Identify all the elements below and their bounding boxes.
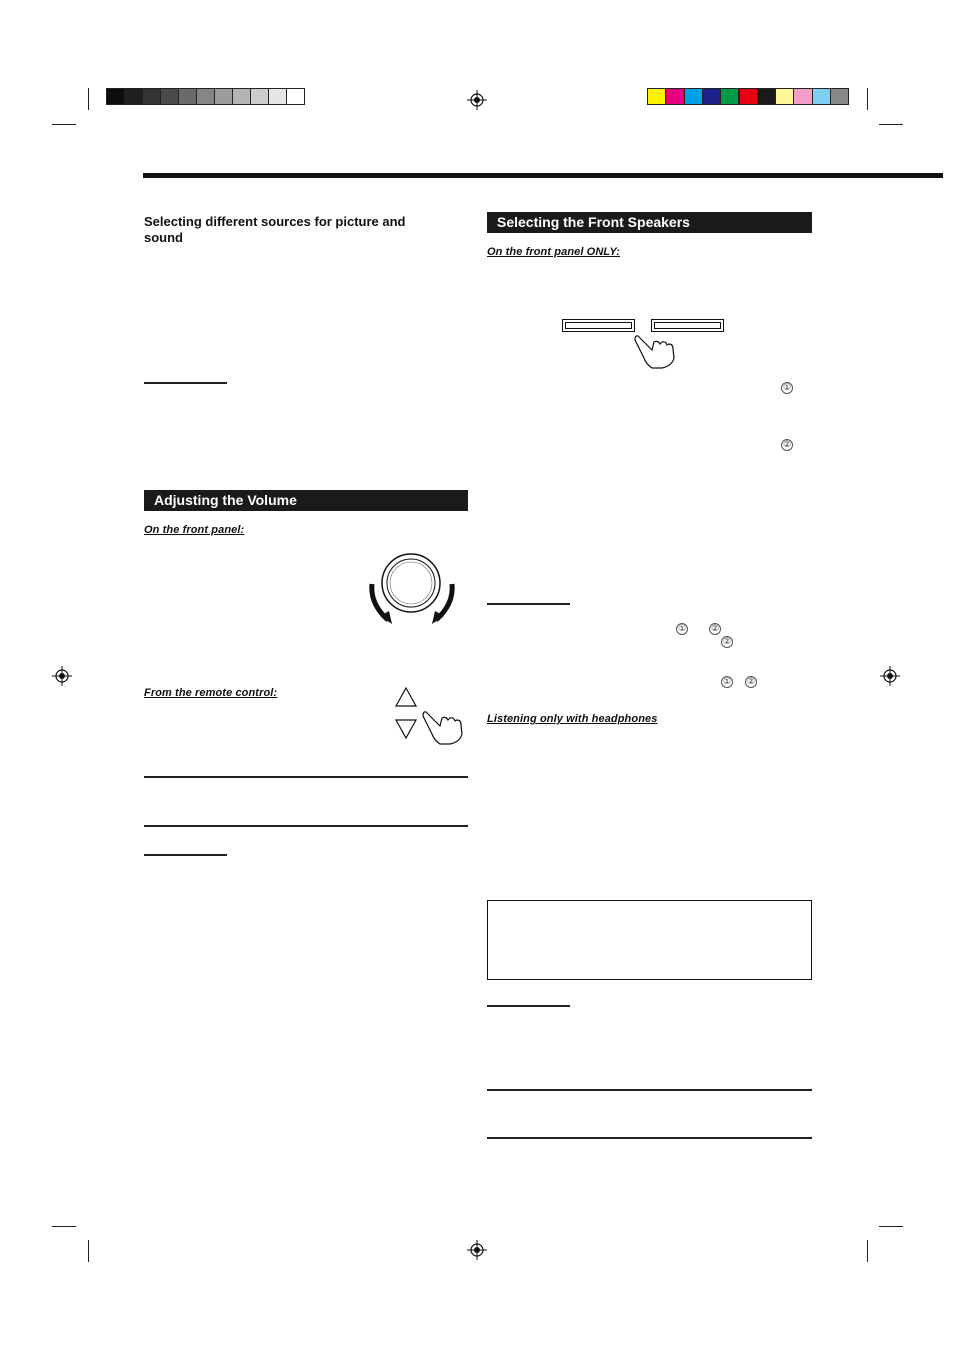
note-rule [487,1005,570,1007]
note-rule [487,603,570,605]
calibration-swatch [178,88,197,105]
calibration-swatch [793,88,812,105]
headphones-label: Listening only with headphones [487,713,658,725]
calibration-swatch [665,88,684,105]
circled-number-1: ① [677,624,687,634]
calibration-swatch [232,88,251,105]
calibration-swatch [160,88,179,105]
note-box [487,900,812,980]
triangle-down-icon [394,718,418,740]
calibration-swatch [720,88,739,105]
front-panel-only-label: On the front panel ONLY: [487,246,620,258]
calibration-swatch [106,88,125,105]
calibration-swatch [214,88,233,105]
crop-mark [879,124,903,125]
circled-number-2: ② [746,677,756,687]
registration-mark-icon [52,666,72,686]
crop-mark [867,1240,868,1262]
calibration-swatch [124,88,143,105]
volume-knob-icon [364,548,460,624]
calibration-swatch [812,88,831,105]
circled-number-1: ① [782,383,792,393]
calibration-swatch [647,88,666,105]
note-rule [144,382,227,384]
registration-mark-icon [467,90,487,110]
circled-number-2: ② [722,637,732,647]
circled-number-1: ① [722,677,732,687]
pointing-hand-icon [420,706,468,746]
crop-mark [52,124,76,125]
note-rule [144,854,227,856]
calibration-swatch [739,88,758,105]
sources-heading: Selecting different sources for picture and sound [144,214,406,245]
front-panel-label: On the front panel: [144,524,245,536]
left-divider-rule [144,825,468,827]
triangle-up-icon [394,686,418,708]
circled-number-2: ② [710,624,720,634]
calibration-swatch [196,88,215,105]
pointing-hand-icon [632,330,680,370]
speakers-section-header: Selecting the Front Speakers [487,212,812,233]
right-divider-rule [487,1089,812,1091]
calibration-swatch [250,88,269,105]
calibration-swatch [268,88,287,105]
page-top-rule [143,173,943,178]
crop-mark [88,1240,89,1262]
crop-mark [52,1226,76,1227]
crop-mark [88,88,89,110]
volume-section-header: Adjusting the Volume [144,490,468,511]
speaker-1-button-illustration [562,319,635,332]
calibration-swatch [702,88,721,105]
registration-mark-icon [467,1240,487,1260]
calibration-swatch [757,88,776,105]
remote-control-label: From the remote control: [144,687,278,699]
left-divider-rule [144,776,468,778]
calibration-swatch [830,88,849,105]
circled-number-2: ② [782,440,792,450]
calibration-swatch [142,88,161,105]
calibration-swatch [286,88,305,105]
registration-mark-icon [880,666,900,686]
crop-mark [879,1226,903,1227]
crop-mark [867,88,868,110]
right-divider-rule [487,1137,812,1139]
calibration-swatch [775,88,794,105]
calibration-swatch [684,88,703,105]
